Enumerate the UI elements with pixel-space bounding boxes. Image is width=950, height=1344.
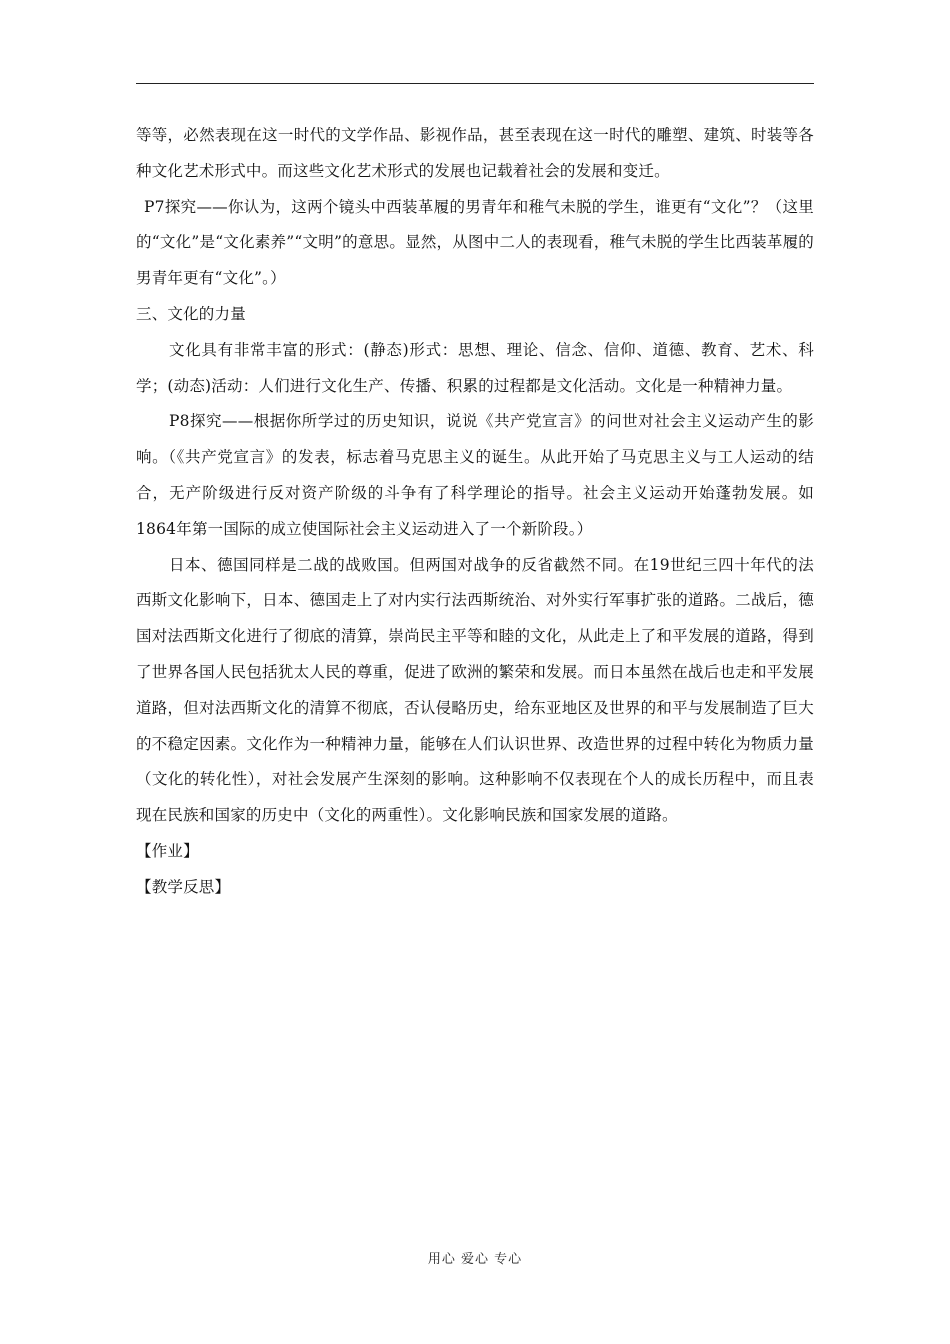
- section-heading-power-of-culture: 三、文化的力量: [136, 304, 246, 323]
- heading-homework: 【作业】: [136, 841, 199, 860]
- paragraph-p7-inquiry: P7探究——你认为，这两个镜头中西装革履的男青年和稚气未脱的学生，谁更有“文化”？（这里的“文化”是“文化素养”“文明”的意思。显然，从图中二人的表现看，稚气未脱的学生比西装革履的男青年更有“文化”。）: [136, 197, 814, 288]
- paragraph-continuation: 等等，必然表现在这一时代的文学作品、影视作品，甚至表现在这一时代的雕塑、建筑、时装等各种文化艺术形式中。而这些文化艺术形式的发展也记载着社会的发展和变迁。: [136, 126, 814, 180]
- page-footer: 用心 爱心 专心: [427, 1252, 523, 1267]
- paragraph-forms-of-culture: 文化具有非常丰富的形式：(静态)形式：思想、理论、信念、信仰、道德、教育、艺术、科学；(动态)活动：人们进行文化生产、传播、积累的过程都是文化活动。文化是一种精神力量。: [136, 340, 814, 395]
- header-rule: [136, 83, 814, 84]
- paragraph-p8-inquiry: P8探究——根据你所学过的历史知识，说说《共产党宣言》的问世对社会主义运动产生的影响。（《共产党宣言》的发表，标志着马克思主义的诞生。从此开始了马克思主义与工人运动的结合，无产阶级进行反对资产阶级的斗争有了科学理论的指导。社会主义运动开始蓬勃发展。如1864年第一国际的成立使国际社会主义运动进入了一个新阶段。）: [136, 412, 814, 538]
- document-body: [136, 118, 814, 906]
- paragraph-japan-germany: 日本、德国同样是二战的战败国。但两国对战争的反省截然不同。在19世纪三四十年代的法西斯文化影响下，日本、德国走上了对内实行法西斯统治、对外实行军事扩张的道路。二战后，德国对法西斯文化进行了彻底的清算，崇尚民主平等和睦的文化，从此走上了和平发展的道路，得到了世界各国人民包括犹太人民的尊重，促进了欧洲的繁荣和发展。而日本虽然在战后也走和平发展道路，但对法西斯文化的清算不彻底，否认侵略历史，给东亚地区及世界的和平与发展制造了巨大的不稳定因素。文化作为一种精神力量，能够在人们认识世界、改造世界的过程中转化为物质力量（文化的转化性），对社会发展产生深刻的影响。这种影响不仅表现在个人的成长历程中，而且表现在民族和国家的历史中（文化的两重性）。文化影响民族和国家发展的道路。: [136, 555, 814, 825]
- heading-teaching-reflection: 【教学反思】: [136, 877, 231, 896]
